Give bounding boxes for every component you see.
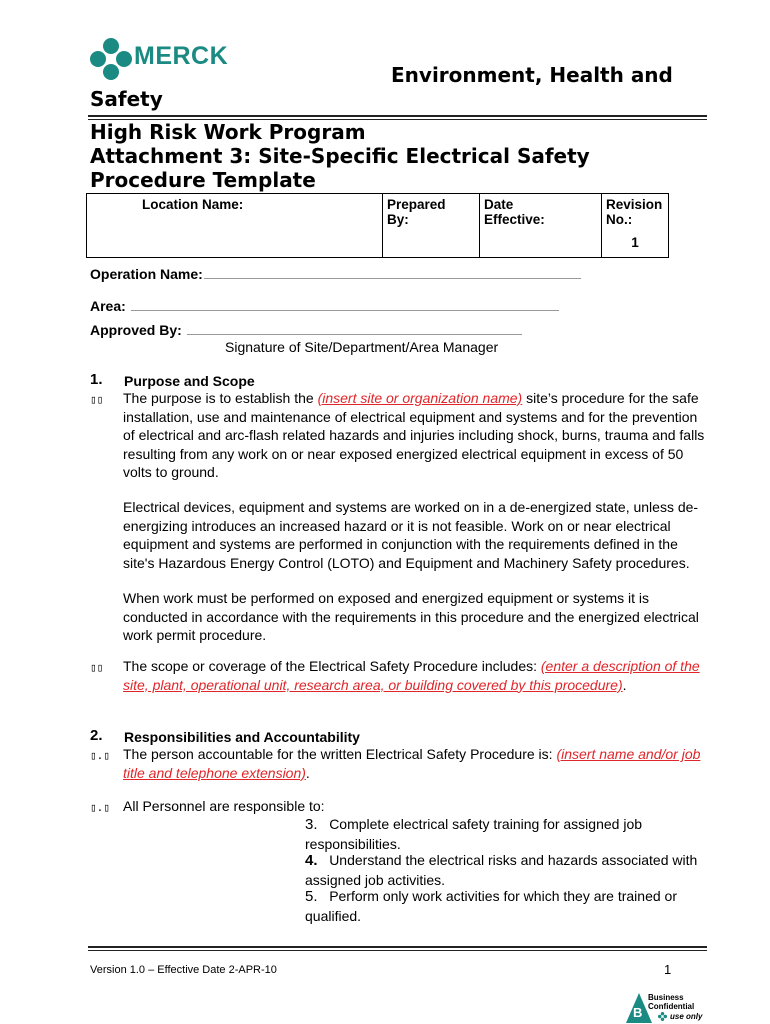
section2-item-number: 5. xyxy=(305,888,318,905)
section2-p1-post: . xyxy=(305,764,310,781)
section1-p4-pre: The scope or coverage of the Electrical Safety Procedure includes: xyxy=(123,658,541,674)
section2-number: 2. xyxy=(90,727,103,744)
badge-line3: use only xyxy=(670,1012,703,1021)
section2-list-item xyxy=(305,851,705,889)
merck-logo xyxy=(90,38,229,80)
date-label-2: Effective: xyxy=(484,212,545,227)
section1-p1-pre: The purpose is to establish the xyxy=(123,390,318,406)
area-line xyxy=(131,310,559,311)
ehs-title-line1: Environment, Health and xyxy=(391,63,673,87)
section2-paragraph1 xyxy=(123,745,707,782)
attachment-title-line2: Procedure Template xyxy=(90,168,316,192)
merck-logo-text: MERCK xyxy=(134,42,229,70)
signature-caption: Signature of Site/Department/Area Manager xyxy=(225,339,499,355)
info-table xyxy=(86,193,669,258)
location-cell xyxy=(87,194,383,258)
section2-item-text: Understand the electrical risks and hazards associated with assigned job activities. xyxy=(305,852,698,888)
revision-value: 1 xyxy=(631,235,639,250)
merck-mini-logo-icon xyxy=(658,1012,667,1021)
prepared-label-1: Prepared xyxy=(387,197,446,212)
area-label: Area: xyxy=(90,298,126,314)
section2-list-item xyxy=(305,887,705,925)
approved-line xyxy=(187,334,522,335)
section1-number: 1. xyxy=(90,371,103,388)
prepared-label-2: By: xyxy=(387,212,409,227)
prepared-cell xyxy=(383,194,480,258)
business-confidential-badge xyxy=(626,993,716,1023)
operation-label: Operation Name: xyxy=(90,266,203,282)
badge-line1: Business xyxy=(648,993,684,1002)
section1-p4-post: . xyxy=(622,676,627,693)
section2-p1-placeholder: (insert name and/or job title and telephone extension) xyxy=(123,746,701,781)
footer-rule-top xyxy=(88,946,707,948)
section2-p1-pre: The person accountable for the written Electrical Safety Procedure is: xyxy=(123,746,557,762)
section1-marker-b: ▯▯ xyxy=(90,661,104,674)
date-label-1: Date xyxy=(484,197,514,212)
section1-p4-placeholder: (enter a description of the site, plant, operational unit, research area, or building covered by this procedure) xyxy=(123,658,700,693)
attachment-title-line1: Attachment 3: Site-Specific Electrical Safety xyxy=(90,144,590,168)
section1-heading: Purpose and Scope xyxy=(124,373,255,389)
merck-logo-icon xyxy=(90,38,132,80)
section2-heading: Responsibilities and Accountability xyxy=(124,729,360,745)
section2-marker-b: ▯.▯ xyxy=(90,801,110,814)
section1-p1-post: site’s procedure for the safe installation, use and maintenance of electrical equipment and systems and for the prevention of electrical and arc-flash related hazards and injuries including shock, burns, trauma and falls resulting from any work on or near exposed energized electrical equipment in excess of 50 volts to ground. xyxy=(123,390,705,480)
footer-rule-bottom xyxy=(88,950,707,951)
section1-marker-a: ▯▯ xyxy=(90,393,104,406)
section1-paragraph3: When work must be performed on exposed and energized equipment or systems it is conducted in accordance with the requirements in this procedure and the energized electrical work permit procedure. xyxy=(123,590,699,643)
footer-version: Version 1.0 – Effective Date 2-APR-10 xyxy=(90,964,277,976)
section1-paragraph2: Electrical devices, equipment and systems are worked on in a de-energized state, unless de-energizing introduces an increased hazard or it is not feasible. Work on or near electrical equipment and systems are performed in conjunction with the requirements defined in the site's Hazardous Energy Control (LOTO) and Equipment and Machinery Safety procedures. xyxy=(123,499,699,571)
location-label: Location Name: xyxy=(142,197,244,212)
section2-item-text: Complete electrical safety training for assigned job responsibilities. xyxy=(305,816,643,852)
section2-paragraph2: All Personnel are responsible to: xyxy=(123,798,325,814)
title-rule-top xyxy=(88,115,707,117)
badge-letter: B xyxy=(633,1005,643,1020)
operation-line xyxy=(204,278,581,279)
revision-cell xyxy=(602,194,669,258)
section2-marker-a: ▯.▯ xyxy=(90,749,110,762)
section1-paragraph4 xyxy=(123,657,707,694)
badge-line2: Confidential xyxy=(648,1002,695,1011)
section1-paragraph1 xyxy=(123,389,707,482)
program-title: High Risk Work Program xyxy=(90,120,366,144)
revision-label: Revision No.: xyxy=(606,197,663,227)
approved-label: Approved By: xyxy=(90,322,182,338)
section2-item-number: 3. xyxy=(305,816,318,833)
section2-list-item xyxy=(305,815,705,853)
date-cell xyxy=(480,194,602,258)
page-number: 1 xyxy=(664,962,672,977)
ehs-title-line2: Safety xyxy=(90,87,163,111)
section1-p1-placeholder: (insert site or organization name) xyxy=(317,390,523,406)
section2-item-text: Perform only work activities for which they are trained or qualified. xyxy=(305,888,677,924)
section2-item-number: 4. xyxy=(305,852,318,869)
